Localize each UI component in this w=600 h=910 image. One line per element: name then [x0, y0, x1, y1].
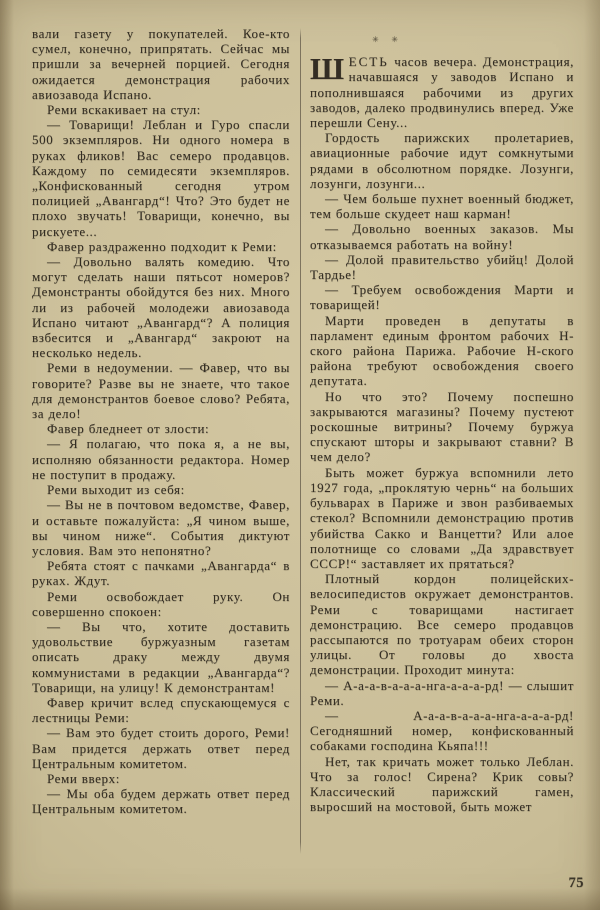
paragraph: Фавер раздраженно подходит к Реми: — [47, 238, 277, 254]
paragraph: — Товарищи! Леблан и Гуро спасли 500 экземпляров. Ни одного номера в руках фликов! Вас семеро продавцов. Каждому по семидесяти экземпляров. „Конфискованный сегодня утром полицией „Авангард“! Что? Это будет не плохо звучать! Товарищи, конечно, вы рискуете... — [32, 117, 290, 239]
paragraph: — А-а-а-в-а-а-а-нга-а-а-а-рд! Сегодняшний номер, конфискованный собаками господина Кьяпа!!! — [310, 707, 574, 754]
lead-text: часов вечера. Демонстрация, начавшаяся у заводов Испано и пополнившаяся рабочими из других заводов, далеко продвинулись вперед. Уже перешли Сену... — [310, 54, 574, 131]
paragraph: — Чем больше пухнет военный бюджет, тем больше скудеет наш карман! — [310, 191, 574, 222]
paragraph: Быть может буржуа вспомнили лето 1927 года, „проклятую чернь“ на больших бульварах в Париже и звон разбиваемых стекол? Вспомнили демонстрацию против убийства Сакко и Ванцетти? Или алое полотнище со словами „Да здравствует СССР!“ заставляет их прятаться? — [310, 464, 574, 571]
paragraph: — Требуем освобождения Марти и товарищей! — [310, 282, 574, 313]
paragraph: — Вы что, хотите доставить удовольствие буржуазным газетам описать драку между двумя коммунистами в редакции „Авангарда“? Товарищи, на улицу! К демонстрантам! — [32, 618, 290, 695]
left-column — [32, 26, 290, 862]
paragraph: Реми освобождает руку. Он совершенно спокоен: — [32, 588, 290, 619]
paragraph: — Долой правительство убийц! Долой Тардье! — [310, 251, 574, 283]
paragraph: Но что это? Почему поспешно закрываются магазины? Почему пустеют роскошные витрины? Почему буржуа спускают шторы и закрывают ставни? В чем дело? — [310, 388, 574, 465]
paragraph: Реми в недоумении. — Фавер, что вы говорите? Разве вы не знаете, что такое для демонстрантов боевое слово? Ребята, за дело! — [32, 360, 290, 422]
paragraph: — Я полагаю, что пока я, а не вы, исполняю обязанности редактора. Номер не поступит в продажу. — [32, 436, 290, 482]
paragraph: Фавер кричит вслед спускающемуся с лестницы Реми: — [32, 694, 290, 726]
paragraph: — А-а-а-в-а-а-а-нга-а-а-а-рд! — слышит Реми. — [310, 677, 574, 708]
section-ornament: ✳ ✳ — [372, 35, 403, 44]
paragraph: — Вам это будет стоить дорого, Реми! Вам придется держать ответ перед Центральным комитетом. — [32, 725, 290, 771]
paragraph: Ребята стоят с пачками „Авангарда“ в руках. Ждут. — [32, 558, 290, 589]
paragraph: вали газету у покупателей. Кое-кто сумел, конечно, припрятать. Сейчас мы пришли за вечерней порцией. Сегодня ожидается демонстрация рабочих авиозавода Испано. — [32, 26, 290, 102]
paragraph: Нет, так кричать может только Леблан. Что за голос! Сирена? Крик совы? Классический парижский гамен, выросший на мостовой, быть может — [310, 753, 574, 815]
paragraph: Реми вверх: — [47, 770, 120, 786]
paragraph: Реми выходит из себя: — [47, 482, 185, 498]
paragraph: — Довольно валять комедию. Что могут сделать наши пятьсот номеров? Демонстранты обойдутся без них. Много ли из рабочей молодежи авиозавода Испано читают „Авангард“? А полиция взбесится и „Авангард“ закроют на несколько недель. — [32, 254, 290, 361]
lead-word-caps: ЕСТЬ — [348, 54, 389, 70]
lead-paragraph — [310, 51, 574, 131]
paragraph: Плотный кордон полицейских-велосипедистов окружает демонстрантов. Реми с товарищами настигает демонстрацию. Все семеро продавцов рассыпаются по тротуарам обеих сторон улицы. От головы до хвоста демонстрации. Проходит минута: — [310, 571, 574, 678]
paragraph: — Довольно военных заказов. Мы отказываемся работать на войну! — [310, 221, 574, 252]
paragraph: Фавер бледнеет от злости: — [47, 421, 210, 437]
paragraph: — Мы оба будем держать ответ перед Центральным комитетом. — [32, 786, 290, 817]
right-paragraphs — [310, 130, 574, 814]
paragraph: Гордость парижских пролетариев, авиационные рабочие идут сомкнутыми рядами в обсолютном порядке. Лозунги, лозунги, лозунги... — [310, 130, 574, 191]
paragraph: — Вы не в почтовом ведомстве, Фавер, и оставьте пожалуйста: „Я чином выше, вы чином ниже“. События диктуют условия. Вам это непонятно? — [32, 497, 290, 558]
paragraph: Реми вскакивает на стул: — [47, 102, 201, 118]
column-divider-rule — [300, 28, 301, 854]
page-number: 75 — [568, 875, 584, 891]
paragraph: Марти проведен в депутаты в парламент единым фронтом рабочих Н-ского района Парижа. Рабочие Н-ского района требуют освобождения своего депутата. — [310, 312, 574, 389]
drop-cap-letter: Ш — [310, 51, 345, 87]
right-column — [310, 26, 574, 862]
